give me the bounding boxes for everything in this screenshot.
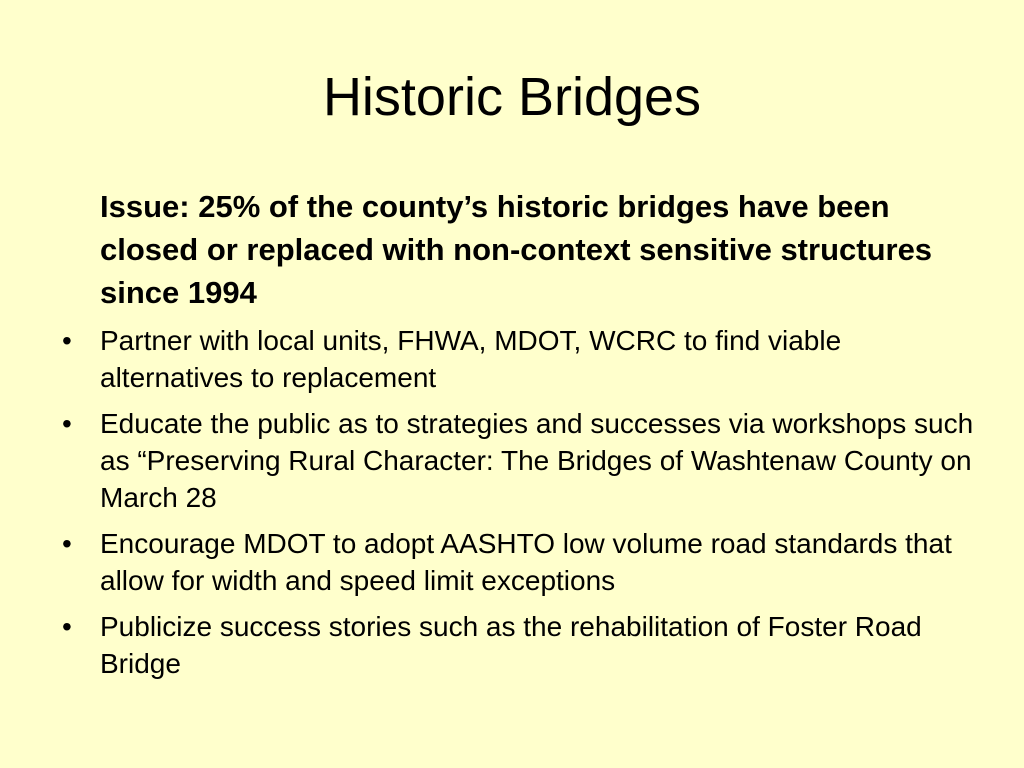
bullet-text: Partner with local units, FHWA, MDOT, WCRC to find viable alternatives to replacement xyxy=(100,325,842,393)
slide-title: Historic Bridges xyxy=(322,67,702,127)
bullet-item-encourage xyxy=(0,525,980,599)
bullet-icon: • xyxy=(62,325,72,356)
issue-statement: Issue: 25% of the county’s historic bridges have been closed or replaced with non-context sensitive structures since 1994 xyxy=(100,189,933,310)
bullet-icon: • xyxy=(62,408,72,439)
bullet-text: Educate the public as to strategies and successes via workshops such as “Preserving Rural Character: The Bridges of Washtenaw County on March 28 xyxy=(100,408,974,513)
bullet-icon: • xyxy=(62,528,72,559)
bullet-text: Publicize success stories such as the rehabilitation of Foster Road Bridge xyxy=(100,611,922,679)
bullet-item-publicize xyxy=(0,608,980,682)
bullet-icon: • xyxy=(62,611,72,642)
bullet-item-educate xyxy=(0,405,980,516)
bullet-list xyxy=(0,322,1024,691)
bullet-text: Encourage MDOT to adopt AASHTO low volume road standards that allow for width and speed limit exceptions xyxy=(100,528,952,596)
bullet-item-partner xyxy=(0,322,980,396)
